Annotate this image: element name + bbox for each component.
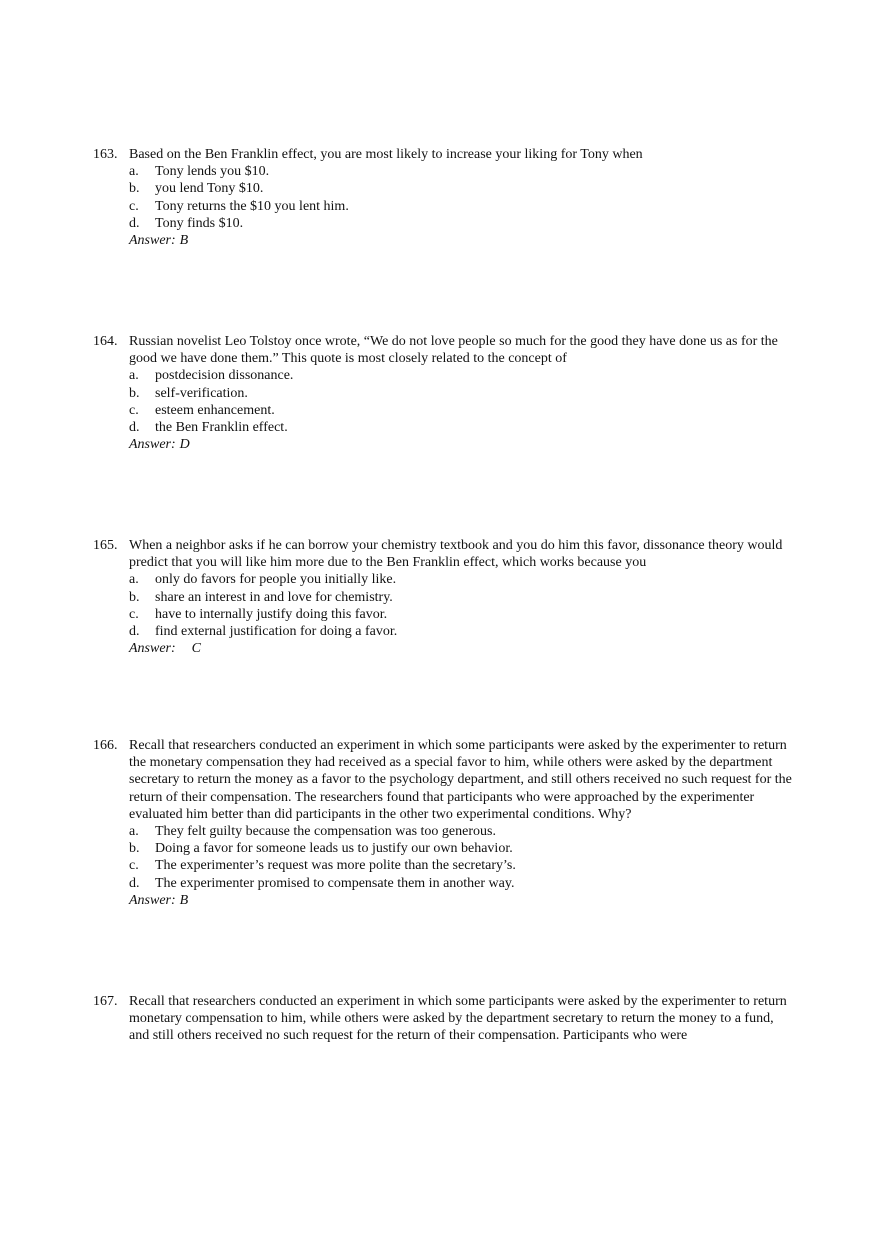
question-text: Recall that researchers conducted an experiment in which some participants were asked by the experimenter to return the monetary compensation they had received as a special favor to him, while others were asked by the department secretary to return the money as a favor to the psychology department, and still others received no such request for the return of their compensation. The researchers found that participants who were approached by the experimenter evaluated him better than did participants in the other two experimental conditions. Why? [129,738,792,822]
option-letter: c. [129,198,139,214]
option-b [129,840,793,857]
options-list [93,571,793,640]
question-text: Russian novelist Leo Tolstoy once wrote, “We do not love people so much for the good they have done us as for the good we have done them.” This quote is most closely related to the concept of [129,334,778,367]
question-text: Based on the Ben Franklin effect, you are most likely to increase your liking for Tony when [129,147,643,162]
options-list [93,367,793,436]
option-text: The experimenter promised to compensate them in another way. [155,875,515,891]
question-text: Recall that researchers conducted an experiment in which some participants were asked by the experimenter to return monetary compensation to him, while others were asked by the department secretary to return the money to a fund, and still others received no such request for the return of their compensation. Participants who were [129,994,787,1044]
options-list [93,823,793,892]
answer-line [93,436,793,453]
option-text: find external justification for doing a favor. [155,624,398,640]
answer-label: Answer: [129,437,176,453]
question-number: 163. [93,147,118,162]
option-text: Tony lends you $10. [155,164,270,180]
option-text: share an interest in and love for chemistry. [155,589,393,605]
option-letter: a. [129,368,139,384]
option-a [129,823,793,840]
option-b [129,385,793,402]
answer-value: B [179,892,189,908]
option-d [129,875,793,892]
question-167 [93,993,793,1045]
option-letter: b. [129,385,140,401]
question-163 [93,146,793,249]
question-number: 164. [93,334,118,349]
option-a [129,367,793,384]
option-c [129,402,793,419]
answer-label: Answer: [129,892,176,908]
option-letter: a. [129,572,139,588]
answer-line [93,892,793,909]
option-text: the Ben Franklin effect. [155,420,288,436]
question-number: 167. [93,994,118,1009]
option-b [129,180,793,197]
question-number: 166. [93,738,118,753]
answer-line [93,232,793,249]
question-164 [93,333,793,453]
answer-label: Answer: [129,641,176,657]
option-text: have to internally justify doing this favor. [155,606,388,622]
answer-line [93,640,793,657]
option-text: They felt guilty because the compensation was too generous. [155,824,496,840]
question-stem [93,737,793,823]
answer-label: Answer: [129,233,176,249]
question-stem [93,993,793,1045]
option-d [129,215,793,232]
option-text: The experimenter’s request was more polite than the secretary’s. [155,858,516,874]
question-stem [93,537,793,571]
option-text: only do favors for people you initially like. [155,572,397,588]
option-text: self-verification. [155,385,248,401]
option-c [129,198,793,215]
answer-value: B [179,233,189,249]
option-a [129,571,793,588]
option-letter: b. [129,589,140,605]
option-b [129,589,793,606]
question-stem [93,146,793,163]
question-165 [93,537,793,657]
option-d [129,623,793,640]
options-list [93,163,793,232]
option-letter: b. [129,181,140,197]
option-letter: d. [129,624,140,640]
option-a [129,163,793,180]
option-text: Tony returns the $10 you lent him. [155,198,349,214]
option-text: Tony finds $10. [155,215,244,231]
option-letter: b. [129,841,140,857]
answer-value: D [179,437,190,453]
option-text: postdecision dissonance. [155,368,294,384]
question-number: 165. [93,538,118,553]
option-letter: c. [129,606,139,622]
option-letter: a. [129,824,139,840]
option-text: you lend Tony $10. [155,181,264,197]
option-text: Doing a favor for someone leads us to justify our own behavior. [155,841,513,857]
option-letter: d. [129,215,140,231]
question-stem [93,333,793,367]
option-d [129,419,793,436]
option-letter: a. [129,164,139,180]
option-letter: d. [129,875,140,891]
question-166 [93,737,793,909]
option-text: esteem enhancement. [155,402,275,418]
option-letter: d. [129,420,140,436]
answer-value: C [191,641,202,657]
option-letter: c. [129,858,139,874]
option-c [129,606,793,623]
option-c [129,857,793,874]
question-text: When a neighbor asks if he can borrow your chemistry textbook and you do him this favor, dissonance theory would predict that you will like him more due to the Ben Franklin effect, which works because you [129,538,783,571]
option-letter: c. [129,402,139,418]
